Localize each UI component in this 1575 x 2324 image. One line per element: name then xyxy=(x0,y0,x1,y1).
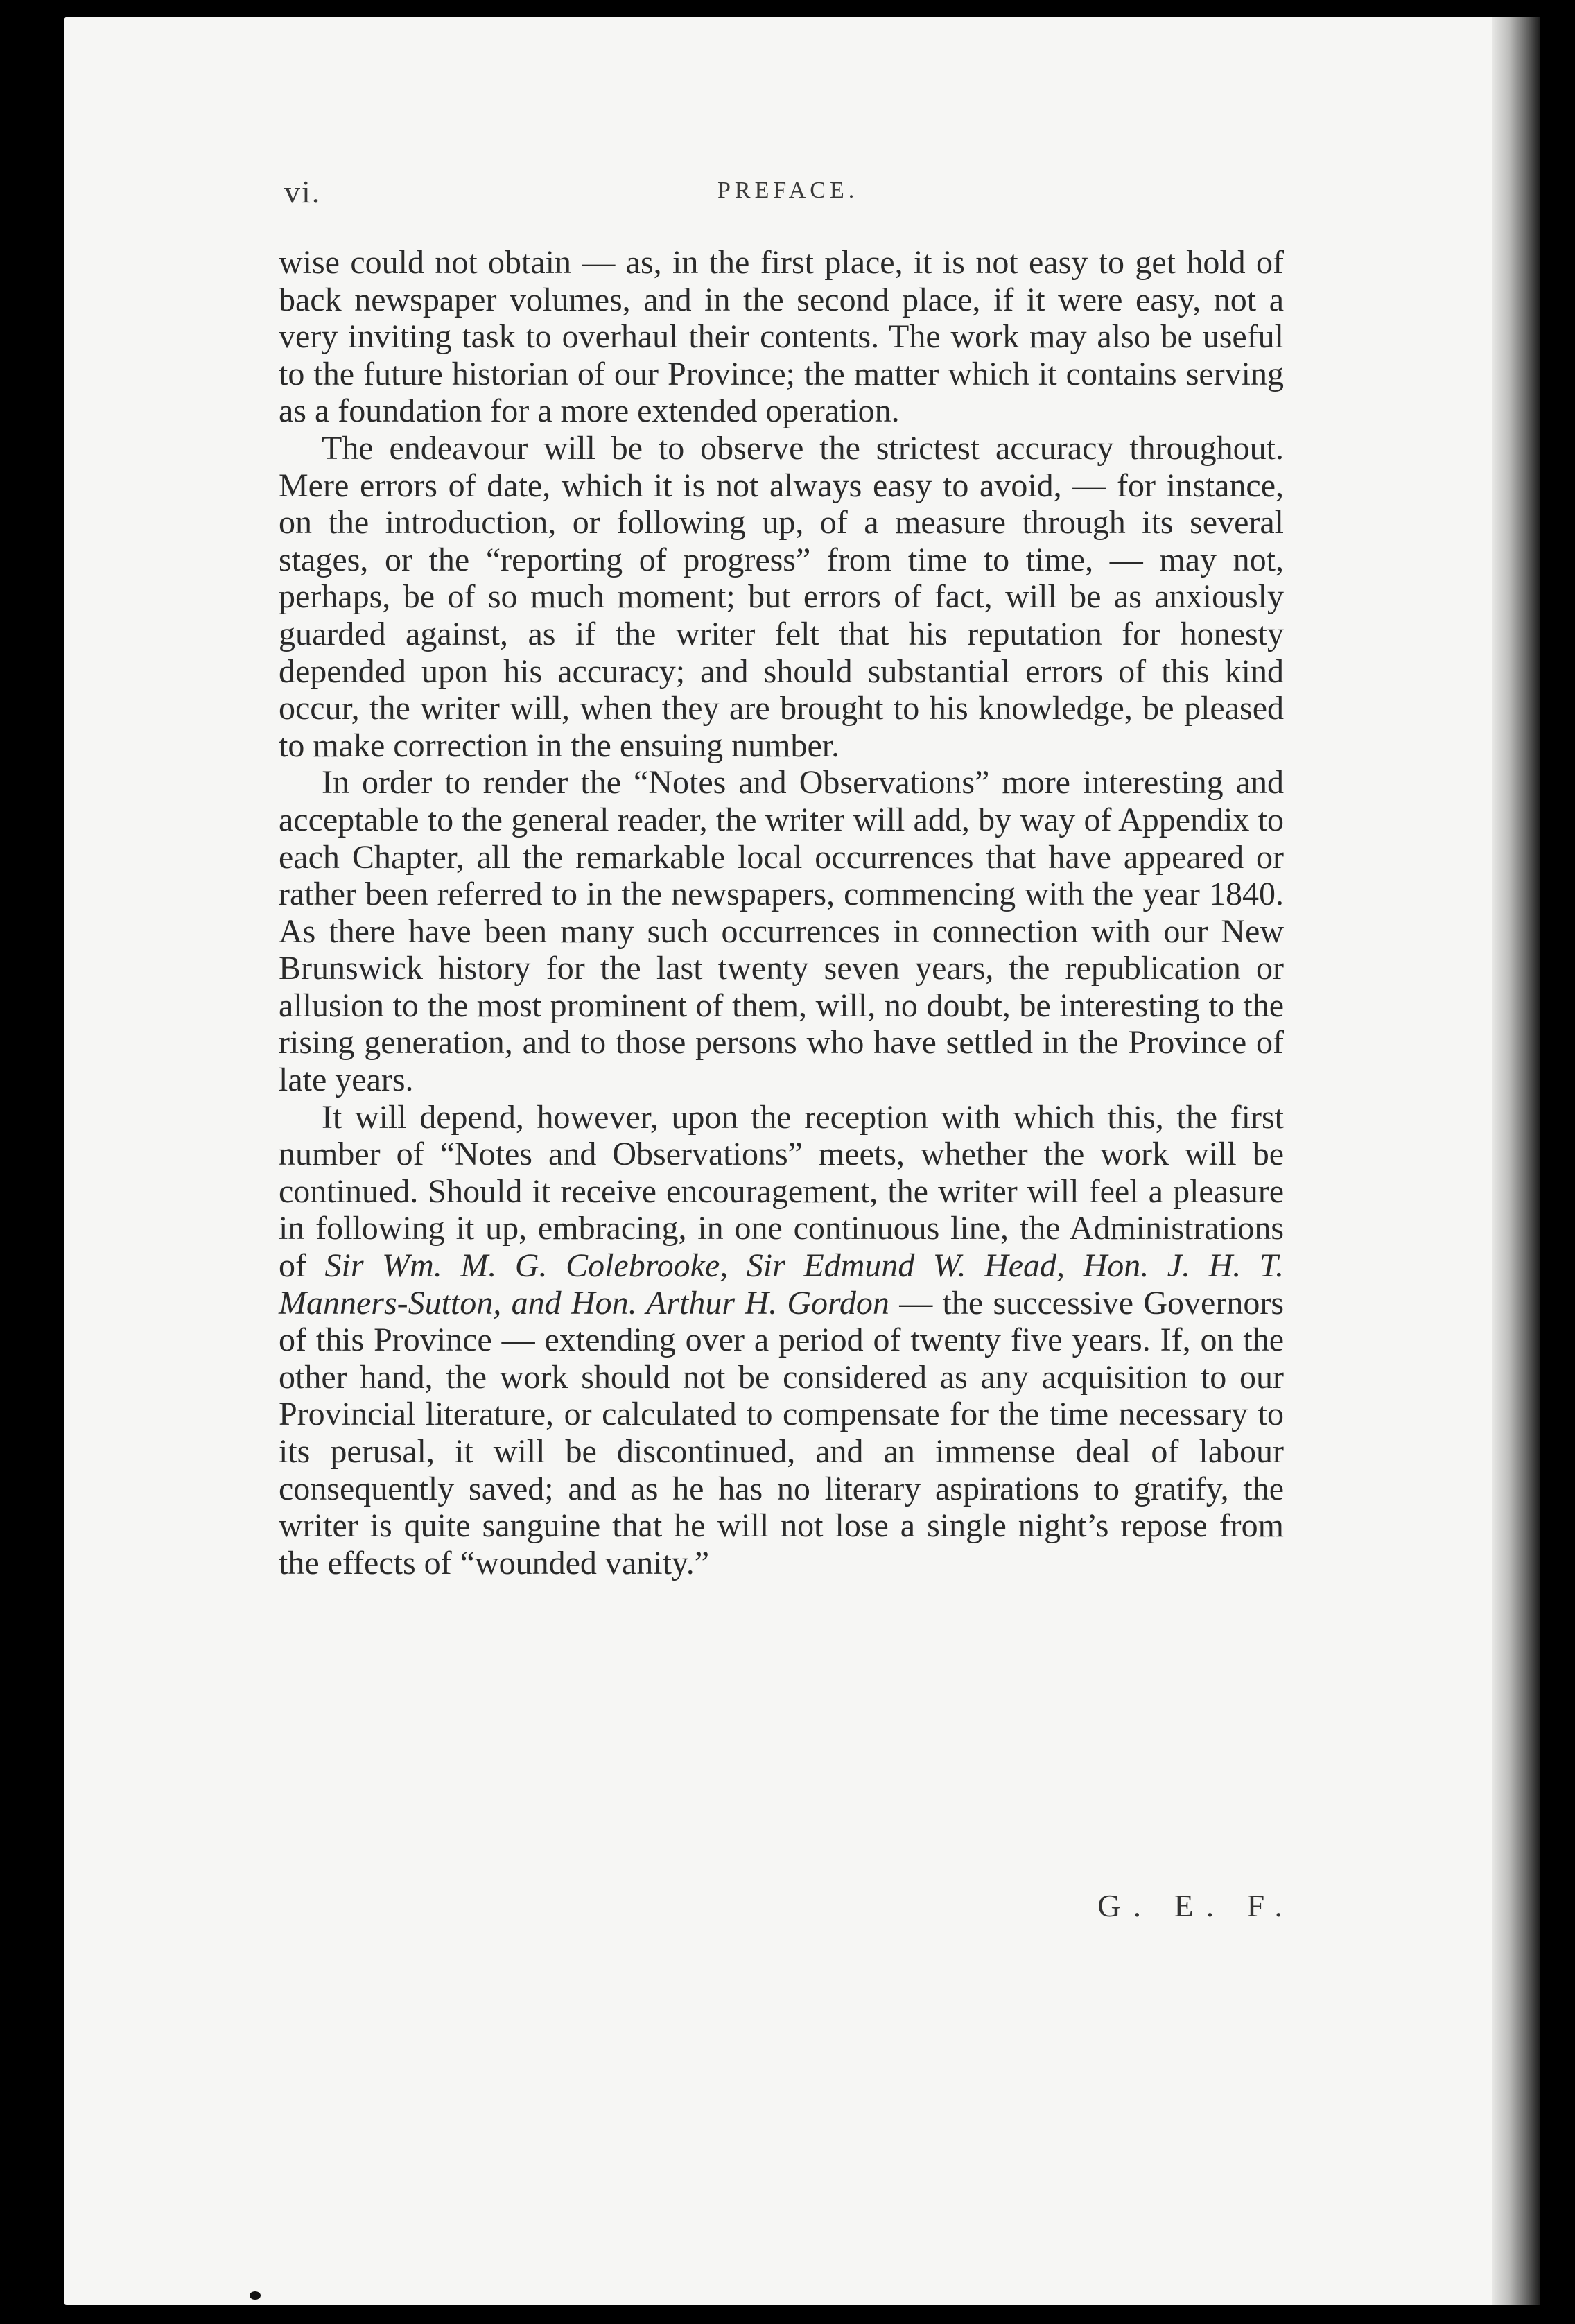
paragraph-4-end: — the successive Governors of this Province — extending over a period of twenty five years. If, on the other hand, the work should not be considered as any acquisition to our Provincial literature, or calculated to compensate for the time necessary to its perusal, it will be discontinued, and an immense deal of labour consequently saved; and as he has no literary aspirations to gratify, the writer is quite sanguine that he will not lose a single night’s repose from the effects of “wounded vanity.” xyxy=(279,1284,1285,1581)
page-edge-shadow xyxy=(1492,17,1540,2305)
signature-initials: G. E. F. xyxy=(1097,1888,1295,1923)
paragraph-4 xyxy=(279,1099,1284,1582)
paragraph-3: In order to render the “Notes and Observations” more interesting and acceptable to the general reader, the writer will add, by way of Appendix to each Chapter, all the remarkable local occurrences that have appeared or rather been referred to in the newspapers, commencing with the year 1840. As there have been many such occurrences in connection with our New Brunswick history for the last twenty seven years, the republication or allusion to the most prominent of them, will, no doubt, be interesting to the rising generation, and to those persons who have settled in the Province of late years. xyxy=(279,764,1284,1099)
running-head: PREFACE. xyxy=(717,177,859,203)
paragraph-4-start: It will depend, however, upon the reception with which this, the first number of “Notes and Observations” meets, whether the work will be continued. Should it receive encouragement, the writer will feel a pleasure in following it up, embracing, in one continuous line, the Administrations of xyxy=(279,1098,1284,1285)
scan-speck xyxy=(250,2291,261,2300)
page-number: vi. xyxy=(284,174,322,209)
governors-names: Sir Wm. M. G. Colebrooke, Sir Edmund W. Head, Hon. J. H. T. Manners-Sutton, and Hon. Arthur H. Gordon xyxy=(279,1247,1284,1321)
paragraph-2: The endeavour will be to observe the strictest accuracy throughout. Mere errors of date, which it is not always easy to avoid, — for instance, on the introduction, or following up, of a measure through its several stages, or the “reporting of progress” from time to time, — may not, perhaps, be of so much moment; but errors of fact, will be as anxiously guarded against, as if the writer felt that his reputation for honesty depended upon his accuracy; and should substantial errors of this kind occur, the writer will, when they are brought to his knowledge, be pleased to make correction in the ensuing number. xyxy=(279,429,1284,764)
paragraph-1: wise could not obtain — as, in the first place, it is not easy to get hold of back newspaper volumes, and in the second place, if it were easy, not a very inviting task to overhaul their contents. The work may also be useful to the future historian of our Province; the matter which it contains serving as a foundation for a more extended operation. xyxy=(279,244,1284,430)
page-header xyxy=(284,173,1282,215)
body-text xyxy=(279,244,1284,1581)
